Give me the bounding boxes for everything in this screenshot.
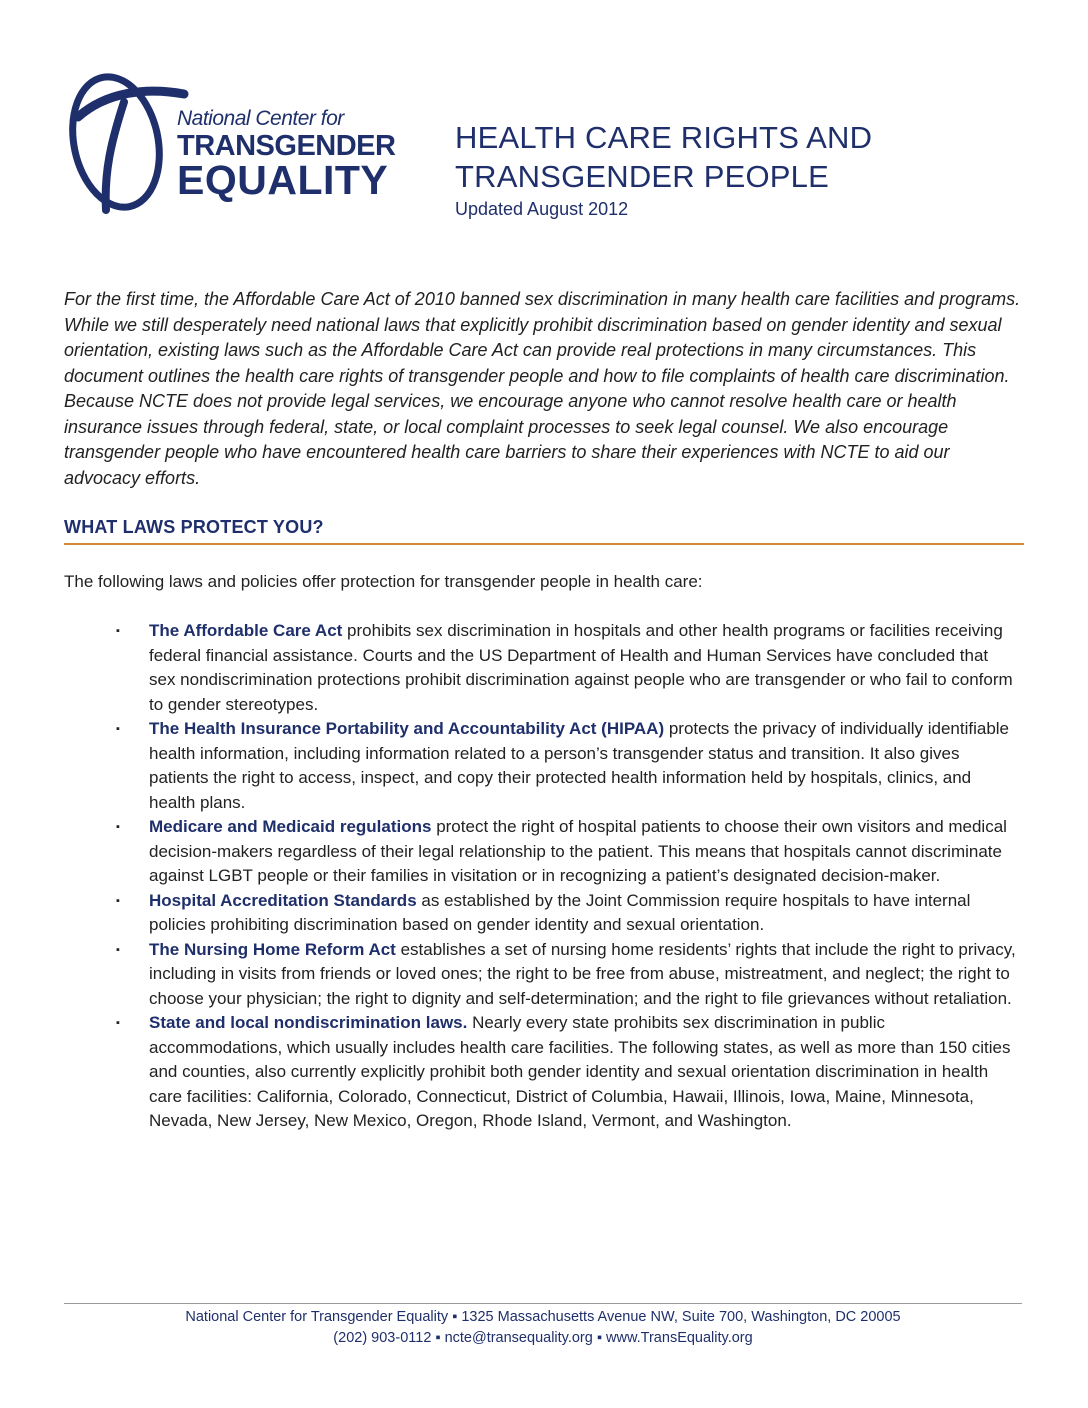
law-name: The Health Insurance Portability and Accountability Act (HIPAA) — [149, 719, 665, 738]
law-description: Nearly every state prohibits sex discrimination in public accommodations, which usually includes health care facilities. The following states, as well as more than 150 cities and counties, also currently explicitly prohibit both gender identity and sexual orientation discrimination in health care facilities: California, Colorado, Connecticut, District of Columbia, Hawaii, Illinois, Iowa, Maine, Minnesota, Nevada, New Jersey, New Mexico, Oregon, Rhode Island, Vermont, and Washington. — [149, 1013, 1011, 1130]
law-name: The Nursing Home Reform Act — [149, 939, 396, 959]
law-description: prohibits sex discrimination in hospitals and other health programs or facilities receiving federal financial assistance. Courts and the US Department of Health and Human Services have concluded that sex nondiscrimination protections prohibit discrimination against people who are transgender or who fail to conform to gender stereotypes. — [149, 621, 1013, 714]
section-lead: The following laws and policies offer protection for transgender people in health care: — [64, 572, 703, 591]
intro-paragraph: For the first time, the Affordable Care Act of 2010 banned sex discrimination in many health care facilities and programs. While we still desperately need national laws that explicitly prohibit discrimination based on gender identity and sexual orientation, existing laws such as the Affordable Care Act can provide real protections in many circumstances. This document outlines the health care rights of transgender people and how to file complaints of health care discrimination. Because NCTE does not provide legal services, we encourage anyone who cannot resolve health care or health insurance issues through federal, state, or local complaint processes to seek legal counsel. We also encourage transgender people who have encountered health care barriers to share their experiences with NCTE to aid our advocacy efforts. — [64, 289, 1021, 488]
law-description: as established by the Joint Commission require hospitals to have internal policies prohibiting discrimination based on gender identity and sexual orientation. — [149, 890, 971, 934]
logo-line-2: TRANSGENDER — [177, 130, 396, 162]
footer-contact: (202) 903-0112 ▪ ncte@transequality.org ▪ www.TransEquality.org — [333, 1330, 753, 1346]
law-item — [116, 889, 1016, 938]
section-heading: WHAT LAWS PROTECT YOU? — [64, 517, 1024, 545]
law-item — [116, 717, 1016, 815]
bullet-icon: ▪ — [116, 894, 120, 907]
updated-date: Updated August 2012 — [455, 199, 629, 219]
law-description: establishes a set of nursing home residents’ rights that include the right to privacy, including in visits from friends or loved ones; the right to be free from abuse, mistreatment, and neglect; the right to choose your physician; the right to dignity and self-determination; and the right to file grievances without retaliation. — [149, 939, 1016, 1008]
bullet-icon: ▪ — [116, 625, 120, 637]
bullet-icon: ▪ — [116, 943, 120, 956]
law-item — [116, 619, 1016, 717]
footer — [64, 1307, 1022, 1349]
logo-line-3: EQUALITY — [177, 157, 389, 203]
bullet-icon: ▪ — [116, 821, 120, 833]
laws-list — [116, 619, 1016, 1134]
footer-address: National Center for Transgender Equality ▪ 1325 Massachusetts Avenue NW, Suite 700, Washington, DC 20005 — [185, 1309, 901, 1325]
law-item — [116, 815, 1016, 889]
law-name: Medicare and Medicaid regulations — [149, 817, 432, 836]
law-name: State and local nondiscrimination laws. — [149, 1013, 468, 1032]
law-description: protect the right of hospital patients to choose their own visitors and medical decision-makers regardless of their legal relationship to the patient. This means that hospitals cannot discriminate against LGBT people or their families in visitation or in recognizing a patient’s designated decision-maker. — [149, 817, 1007, 885]
document-title-line-2: TRANSGENDER PEOPLE — [455, 159, 829, 194]
logo-wordmark — [177, 107, 396, 203]
logo-line-1: National Center for — [177, 107, 344, 130]
law-item — [116, 938, 1016, 1012]
bullet-icon: ▪ — [116, 1017, 120, 1029]
ncte-logo — [66, 62, 406, 222]
law-name: Hospital Accreditation Standards — [149, 890, 417, 910]
footer-divider — [64, 1303, 1022, 1304]
law-description: protects the privacy of individually identifiable health information, including information related to a person’s transgender status and transition. It also gives patients the right to access, inspect, and copy their protected health information held by hospitals, clinics, and health plans. — [149, 719, 1010, 812]
law-name: The Affordable Care Act — [149, 621, 343, 640]
bullet-icon: ▪ — [116, 723, 120, 735]
document-title-block — [455, 118, 872, 220]
law-item — [116, 1011, 1016, 1134]
document-title-line-1: HEALTH CARE RIGHTS AND — [455, 120, 873, 155]
